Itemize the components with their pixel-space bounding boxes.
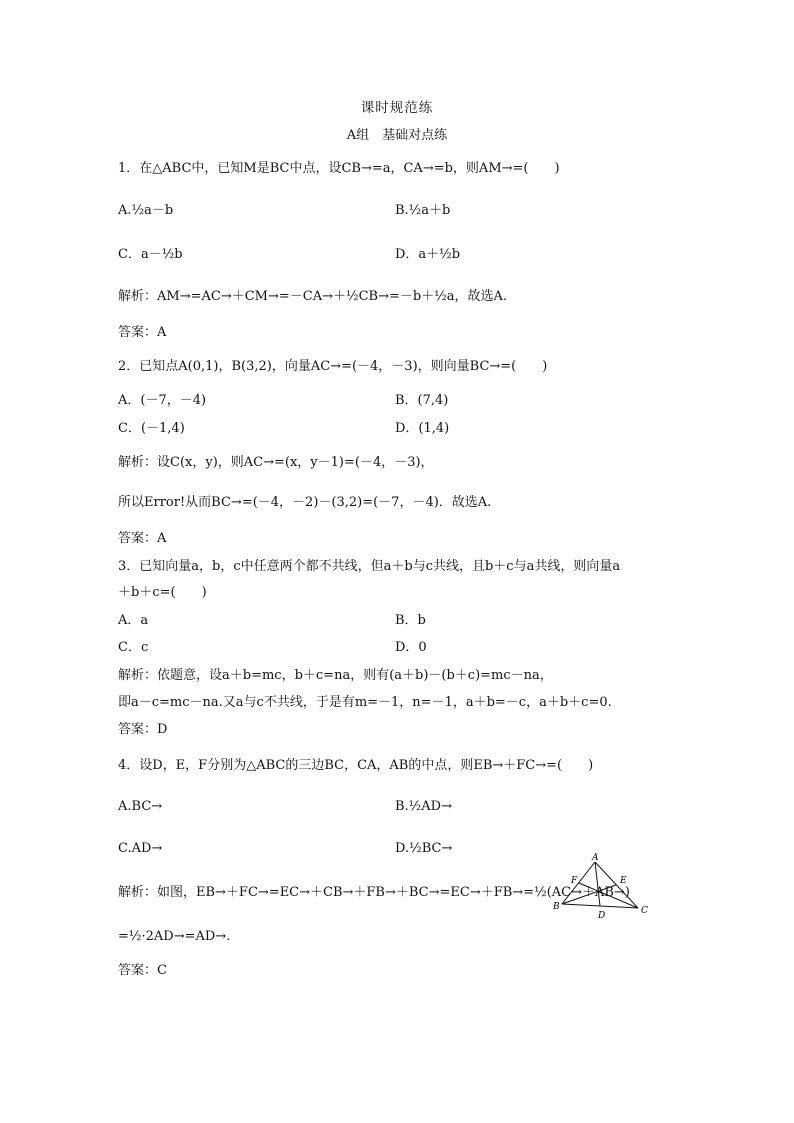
q1-option-d: D．a＋½b <box>395 247 461 262</box>
q2-analysis-line-1: 解析：设C(x，y)，则AC→=(x，y－1)=(－4，－3)， <box>118 455 434 470</box>
q2-analysis-line-2: 所以Error!从而BC→=(－4，－2)－(3,2)=(－7，－4)．故选A. <box>118 495 492 510</box>
q4-answer: 答案：C <box>118 963 167 978</box>
q4-stem: 4．设D，E，F分别为△ABC的三边BC，CA，AB的中点，则EB→＋FC→=( ) <box>118 758 594 773</box>
label-e: E <box>620 876 627 886</box>
q4-option-d: D.½BC→ <box>395 841 453 856</box>
q2-option-b: B．(7,4) <box>395 393 449 408</box>
median-ad <box>595 862 600 906</box>
q4-analysis-line-2: =½·2AD→=AD→. <box>118 929 231 944</box>
q1-option-b: B.½a＋b <box>395 203 451 218</box>
q3-option-d: D．0 <box>395 640 427 655</box>
q4-option-b: B.½AD→ <box>395 799 452 814</box>
q2-option-d: D．(1,4) <box>395 421 450 436</box>
q3-option-b: B．b <box>395 613 426 628</box>
q1-option-c: C．a－½b <box>118 247 183 262</box>
group-heading: A组 基础对点练 <box>346 128 448 143</box>
label-c: C <box>641 906 648 916</box>
page-title: 课时规范练 <box>360 100 434 116</box>
q3-option-c: C．c <box>118 640 149 655</box>
median-cf <box>579 883 638 908</box>
label-b: B <box>553 902 560 912</box>
q1-option-a: A.½a－b <box>118 203 174 218</box>
q2-stem: 2．已知点A(0,1)，B(3,2)，向量AC→=(－4，－3)，则向量BC→=( ) <box>118 359 548 374</box>
q3-stem-line-1: 3．已知向量a，b，c中任意两个都不共线，但a＋b与c共线，且b＋c与a共线，则向量a <box>118 559 621 574</box>
label-d: D <box>598 911 606 921</box>
q3-stem-line-2: ＋b＋c=( ) <box>118 585 207 600</box>
q2-option-a: A．(－7，－4) <box>118 393 207 408</box>
q1-analysis: 解析：AM→=AC→＋CM→=－CA→＋½CB→=－b＋½a，故选A. <box>118 289 508 304</box>
q2-option-c: C．(－1,4) <box>118 421 185 436</box>
q3-answer: 答案：D <box>118 722 168 737</box>
q4-option-a: A.BC→ <box>118 799 163 814</box>
q3-option-a: A．a <box>118 613 149 628</box>
triangle-figure <box>552 852 662 922</box>
q1-stem: 1．在△ABC中，已知M是BC中点，设CB→=a，CA→=b，则AM→=( ) <box>118 161 560 176</box>
edge-ac <box>595 862 638 908</box>
label-a: A <box>592 853 599 863</box>
q4-analysis-line-1: 解析：如图，EB→＋FC→=EC→＋CB→＋FB→＋BC→=EC→＋FB→=½(AC→＋AB→) <box>118 885 630 900</box>
label-f: F <box>571 876 578 886</box>
q2-answer: 答案：A <box>118 531 167 546</box>
q3-analysis-line-1: 解析：依题意，设a＋b=mc，b＋c=na，则有(a＋b)－(b＋c)=mc－na， <box>118 668 553 683</box>
q1-answer: 答案：A <box>118 325 167 340</box>
q3-analysis-line-2: 即a－c=mc－na.又a与c不共线，于是有m=－1，n=－1，a＋b=－c，a＋b＋c=0. <box>118 695 612 710</box>
q4-option-c: C.AD→ <box>118 841 163 856</box>
